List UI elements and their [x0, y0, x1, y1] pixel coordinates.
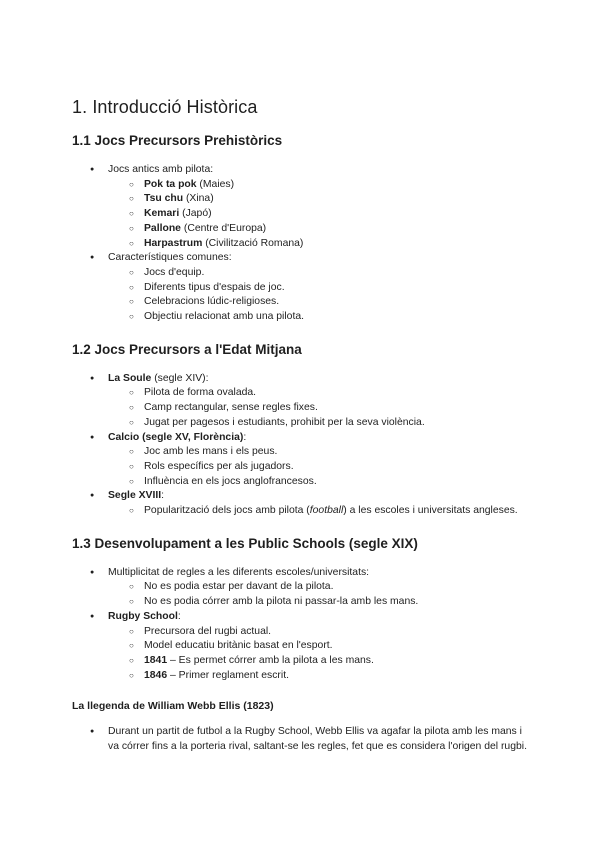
- list-item: [108, 504, 532, 519]
- list-item: ○ No es podia estar per davant de la pilota.: [108, 580, 532, 595]
- year-label: 1841: [144, 654, 168, 666]
- list-item: ● Durant un partit de futbol a la Rugby School, Webb Ellis va agafar la pilota amb les mans i va córrer fins a la porteria rival, saltant-se les regles, fet que es considera l'origen del rugbi.: [72, 725, 532, 754]
- sub-list: [108, 386, 532, 430]
- list-item: ○ Celebracions lúdic-religioses.: [108, 295, 532, 310]
- section-heading: 1.1 Jocs Precursors Prehistòrics: [72, 133, 283, 148]
- game-name: Kemari: [144, 208, 180, 220]
- list-item: ○ Jugat per pagesos i estudiants, prohibit per la seva violència.: [108, 416, 532, 431]
- list-item: ○ Influència en els jocs anglofrancesos.: [108, 475, 532, 490]
- school-name: Rugby School: [108, 610, 178, 622]
- bullet-list: [72, 566, 532, 684]
- list-item-text: :: [177, 610, 181, 622]
- text-segment: ) a les escoles i universitats angleses.: [343, 505, 518, 517]
- game-origin: (Maies): [196, 178, 235, 190]
- list-item: ○ Jocs d'equip.: [108, 266, 532, 281]
- sub-list: [108, 178, 532, 252]
- sub-list: [108, 266, 532, 325]
- list-item: [72, 431, 532, 490]
- text-segment: Popularització dels jocs amb pilota (: [144, 505, 310, 517]
- list-item: [108, 222, 532, 237]
- section-middle-ages: [72, 341, 532, 519]
- page-title: 1. Introducció Històrica: [72, 97, 258, 117]
- sub-list: [108, 580, 532, 609]
- game-origin: (Xina): [183, 193, 214, 205]
- list-item: [72, 489, 532, 518]
- list-item-text: Característiques comunes:: [108, 252, 232, 264]
- era-name: Segle XVIII: [108, 490, 162, 502]
- list-item: [108, 192, 532, 207]
- bullet-list: [72, 725, 532, 754]
- subsection-heading: La llegenda de William Webb Ellis (1823): [72, 700, 274, 713]
- list-item-text: Jocs antics amb pilota:: [108, 164, 214, 175]
- sub-list: [108, 445, 532, 489]
- game-name: Calcio (segle XV, Florència): [108, 431, 244, 443]
- emphasis-text: football: [309, 505, 344, 517]
- list-item: ○ Camp rectangular, sense regles fixes.: [108, 401, 532, 416]
- list-item: [108, 654, 532, 669]
- game-origin: (Centre d'Europa): [180, 222, 267, 234]
- list-item-text: :: [161, 490, 165, 502]
- list-item: ○ Rols específics per als jugadors.: [108, 460, 532, 475]
- list-item: ○ No es podia córrer amb la pilota ni passar-la amb les mans.: [108, 595, 532, 610]
- list-item-text: :: [243, 431, 247, 443]
- list-item: [108, 669, 532, 684]
- game-name: Pallone: [144, 222, 181, 234]
- list-item: [108, 178, 532, 193]
- year-label: 1846: [144, 669, 168, 681]
- list-item: ○ Joc amb les mans i els peus.: [108, 445, 532, 460]
- list-item: ○ Pilota de forma ovalada.: [108, 386, 532, 401]
- game-name: Harpastrum: [144, 237, 203, 249]
- game-name: Tsu chu: [144, 193, 184, 205]
- bullet-list: [72, 372, 532, 519]
- list-item: [72, 372, 532, 431]
- sub-list: [108, 504, 532, 519]
- list-item: ○ Diferents tipus d'espais de joc.: [108, 281, 532, 296]
- list-item: [108, 237, 532, 252]
- list-item: [108, 207, 532, 222]
- section-heading: 1.2 Jocs Precursors a l'Edat Mitjana: [72, 341, 302, 357]
- list-item-text: (segle XIV):: [151, 372, 209, 384]
- game-origin: (Japó): [179, 208, 212, 220]
- bullet-list: [72, 163, 532, 325]
- list-item: [72, 163, 532, 251]
- section-legend: [72, 699, 532, 754]
- game-origin: (Civilització Romana): [202, 237, 304, 249]
- game-name: Pok ta pok: [144, 178, 197, 190]
- list-item: ○ Model educatiu britànic basat en l'esport.: [108, 639, 532, 654]
- section-heading: 1.3 Desenvolupament a les Public Schools (segle XIX): [72, 535, 418, 551]
- game-name: La Soule: [108, 372, 152, 384]
- sub-list: [108, 625, 532, 684]
- text-segment: – Es permet córrer amb la pilota a les mans.: [167, 654, 374, 666]
- section-prehistoric: [72, 132, 532, 325]
- list-item: ○ Precursora del rugbi actual.: [108, 625, 532, 640]
- section-public-schools: [72, 535, 532, 684]
- list-item-text: Multiplicitat de regles a les diferents escoles/universitats:: [108, 566, 370, 578]
- list-item: [72, 610, 532, 684]
- list-item: [72, 566, 532, 610]
- text-segment: – Primer reglament escrit.: [167, 669, 289, 681]
- list-item: ○ Objectiu relacionat amb una pilota.: [108, 310, 532, 325]
- list-item: [72, 251, 532, 325]
- page-content: [72, 96, 532, 771]
